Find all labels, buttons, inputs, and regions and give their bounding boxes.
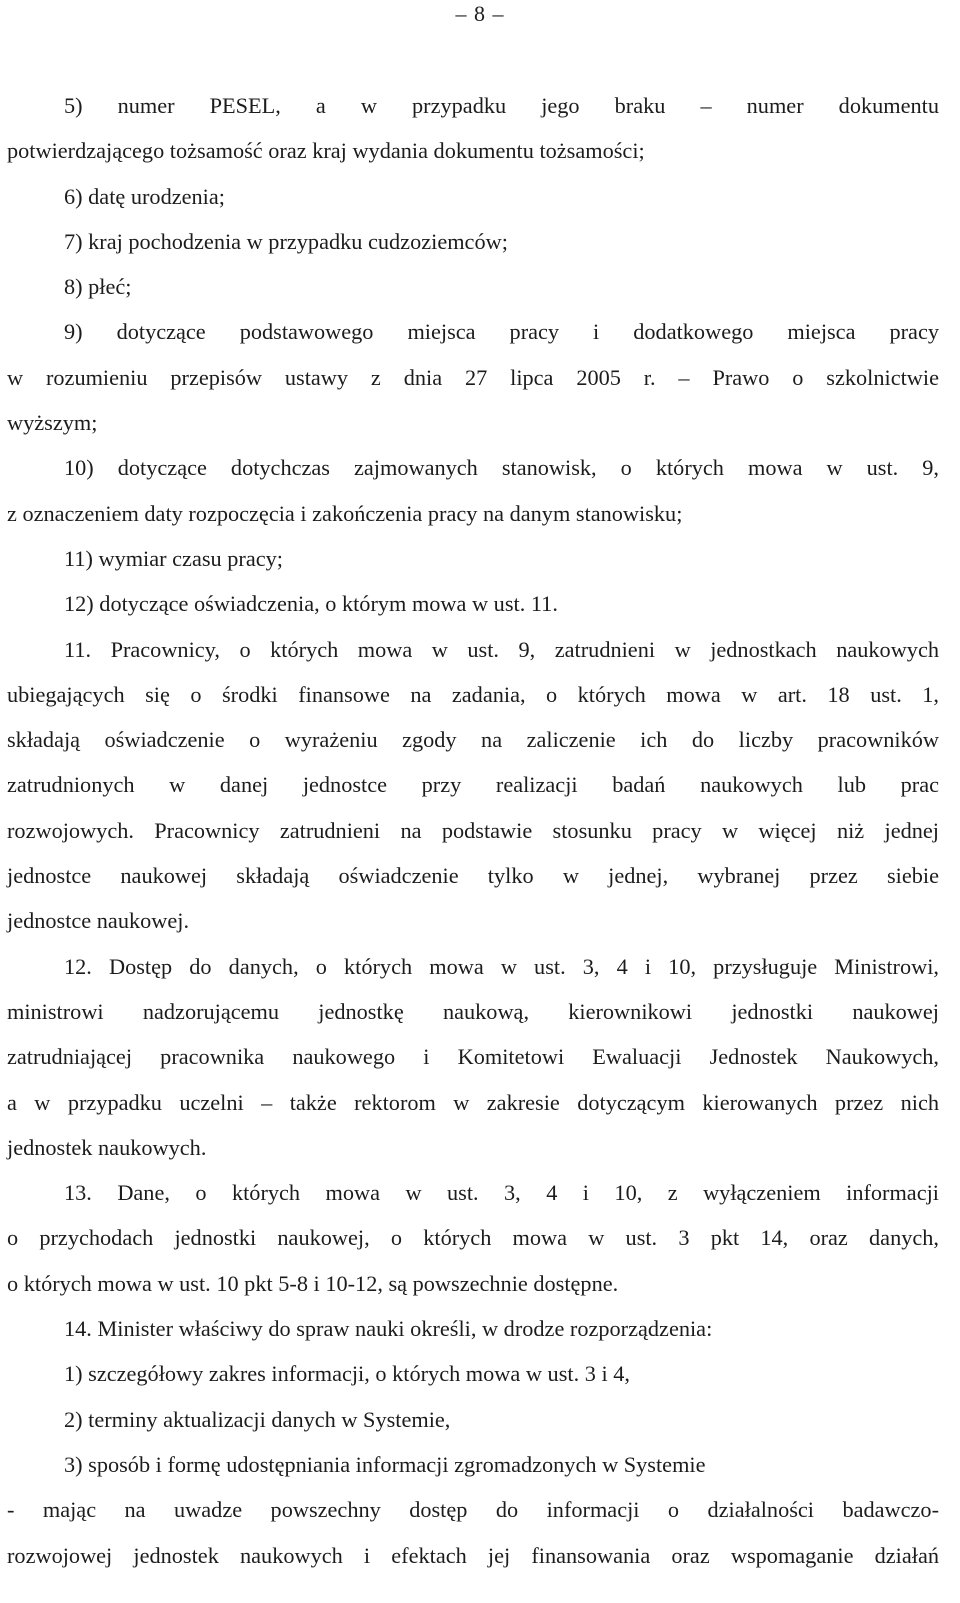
text-line: 2) terminy aktualizacji danych w Systemie, (64, 1406, 451, 1432)
text-line: ministrowi nadzorującemu jednostkę naukową, kierownikowi jednostki naukowej (7, 998, 939, 1024)
document-body (7, 87, 939, 1582)
text-line: zatrudnionych w danej jednostce przy realizacji badań naukowych lub prac (7, 772, 939, 798)
text-line: - mając na uwadze powszechny dostęp do informacji o działalności badawczo- (7, 1497, 939, 1523)
text-line: wyższym; (7, 410, 98, 436)
text-line: a w przypadku uczelni – także rektorom w zakresie dotyczącym kierowanych przez nich (7, 1089, 939, 1115)
text-line: 10) dotyczące dotychczas zajmowanych stanowisk, o których mowa w ust. 9, (64, 455, 939, 481)
text-line: jednostce naukowej. (7, 908, 190, 934)
text-line: 12) dotyczące oświadczenia, o którym mowa w ust. 11. (64, 591, 558, 617)
text-line: składają oświadczenie o wyrażeniu zgody na zaliczenie ich do liczby pracowników (7, 727, 939, 753)
text-line: z oznaczeniem daty rozpoczęcia i zakończenia pracy na danym stanowisku; (7, 500, 683, 526)
text-line: 12. Dostęp do danych, o których mowa w ust. 3, 4 i 10, przysługuje Ministrowi, (64, 953, 939, 979)
text-line: 5) numer PESEL, a w przypadku jego braku – numer dokumentu (64, 93, 939, 118)
text-line: 1) szczegółowy zakres informacji, o których mowa w ust. 3 i 4, (64, 1361, 630, 1387)
page-number: – 8 – (455, 1, 505, 26)
text-line: 6) datę urodzenia; (64, 183, 225, 209)
text-line: jednostce naukowej składają oświadczenie tylko w jednej, wybranej przez siebie (7, 863, 939, 889)
text-line: 11. Pracownicy, o których mowa w ust. 9, zatrudnieni w jednostkach naukowych (64, 636, 939, 662)
text-line: o których mowa w ust. 10 pkt 5-8 i 10-12, są powszechnie dostępne. (7, 1270, 619, 1296)
text-line: o przychodach jednostki naukowej, o których mowa w ust. 3 pkt 14, oraz danych, (7, 1225, 939, 1251)
text-line: ubiegających się o środki finansowe na zadania, o których mowa w art. 18 ust. 1, (7, 681, 939, 707)
text-line: potwierdzającego tożsamość oraz kraj wydania dokumentu tożsamości; (7, 138, 645, 164)
text-line: 9) dotyczące podstawowego miejsca pracy i dodatkowego miejsca pracy (64, 319, 939, 345)
text-line: w rozumieniu przepisów ustawy z dnia 27 lipca 2005 r. – Prawo o szkolnictwie (7, 364, 939, 390)
text-line: rozwojowych. Pracownicy zatrudnieni na podstawie stosunku pracy w więcej niż jednej (7, 817, 939, 843)
text-line: rozwojowej jednostek naukowych i efektach jej finansowania oraz wspomaganie działań (7, 1542, 939, 1568)
text-line: 3) sposób i formę udostępniania informacji zgromadzonych w Systemie (64, 1451, 706, 1477)
text-line: zatrudniającej pracownika naukowego i Komitetowi Ewaluacji Jednostek Naukowych, (7, 1044, 939, 1070)
text-line: 11) wymiar czasu pracy; (64, 545, 283, 571)
text-line: 14. Minister właściwy do spraw nauki określi, w drodze rozporządzenia: (64, 1316, 713, 1342)
text-line: 8) płeć; (64, 274, 132, 300)
text-line: jednostek naukowych. (7, 1134, 207, 1160)
text-line: 7) kraj pochodzenia w przypadku cudzoziemców; (64, 228, 508, 254)
text-line: 13. Dane, o których mowa w ust. 3, 4 i 10, z wyłączeniem informacji (64, 1180, 939, 1206)
